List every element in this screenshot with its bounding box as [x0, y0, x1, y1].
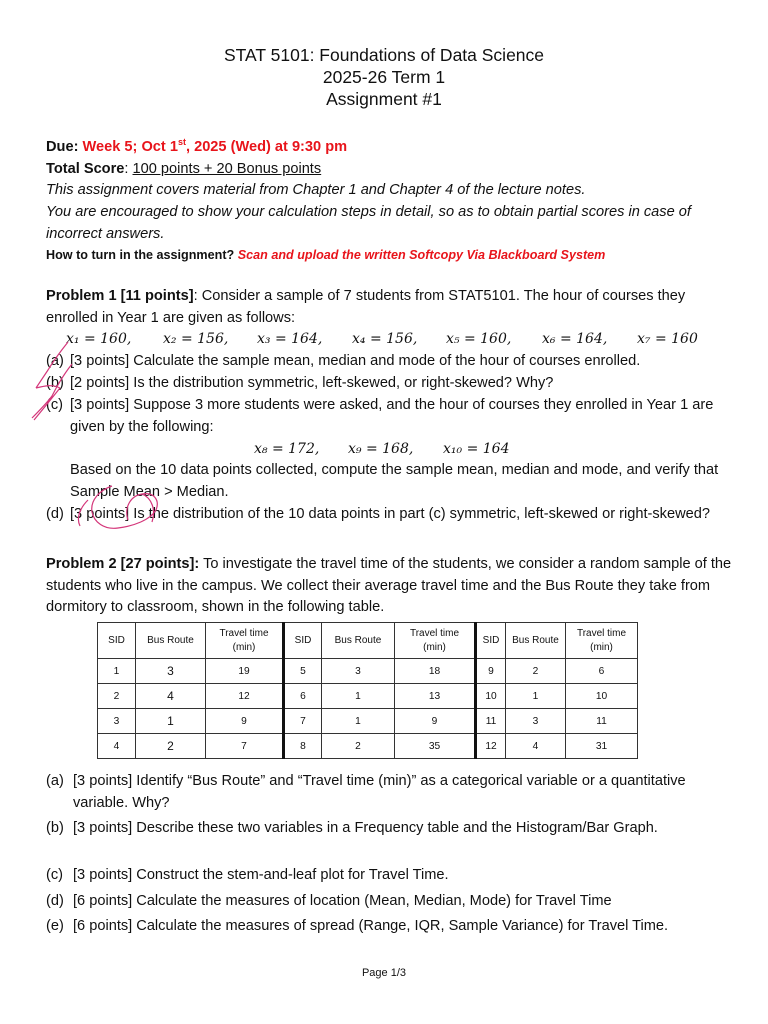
problem-2-part-e: (e) [6 points] Calculate the measures of spread (Range, IQR, Sample Variance) for Travel Time.	[46, 918, 669, 934]
encouragement-note: You are encouraged to show your calculation steps in detail, so as to obtain partial scores in case of incorrect answers.	[46, 203, 691, 242]
problem-1-title: Problem 1 [11 points]	[46, 288, 194, 304]
header-bus-route: Bus Route	[506, 623, 566, 659]
problem-1-part-a: (a) [3 points] Calculate the sample mean, median and mode of the hour of courses enrolled.	[46, 353, 641, 369]
score-label: Total Score	[46, 160, 125, 177]
problem-1-part-c-continued: Based on the 10 data points collected, compute the sample mean, median and mode, and verify that Sample Mean > Median.	[70, 462, 719, 500]
score-line: Total Score: 100 points + 20 Bonus points	[46, 160, 322, 177]
problem-1-values	[0, 331, 768, 351]
header-sid: SID	[284, 623, 322, 659]
due-date-sup: st	[177, 137, 186, 147]
value-x10: x₁₀ = 164	[443, 441, 510, 457]
value-x1: x₁ = 160,	[66, 331, 132, 347]
problem-2-title: Problem 2 [27 points]	[46, 556, 195, 572]
table-header-row	[98, 623, 638, 659]
header-travel-time: Travel time (min)	[206, 623, 284, 659]
value-x6: x₆ = 164,	[542, 331, 608, 347]
value-x2: x₂ = 156,	[163, 331, 229, 347]
score-value: 100 points + 20 Bonus points	[132, 160, 322, 177]
header-travel-time: Travel time (min)	[566, 623, 638, 659]
problem-2-part-a: (a) [3 points] Identify “Bus Route” and “Travel time (min)” as a categorical variable or a quantitative variable. Why?	[46, 773, 686, 811]
problem-2-part-d: (d) [6 points] Calculate the measures of location (Mean, Median, Mode) for Travel Time	[46, 893, 612, 909]
assignment-title: Assignment #1	[326, 89, 442, 109]
problem-1-extra-values	[0, 441, 768, 461]
term-label: 2025-26 Term 1	[322, 67, 446, 87]
value-x8: x₈ = 172,	[254, 441, 320, 457]
due-date: Week 5; Oct 1	[82, 138, 178, 155]
value-x3: x₃ = 164,	[257, 331, 323, 347]
table-row: 3 1 9 7 1 9 11 3 11	[98, 709, 638, 734]
table-row: 2 4 12 6 1 13 10 1 10	[98, 684, 638, 709]
table-row: 1 3 19 5 3 18 9 2 6	[98, 659, 638, 684]
header-sid: SID	[98, 623, 136, 659]
value-x9: x₉ = 168,	[348, 441, 414, 457]
problem-1-part-b: (b) [2 points] Is the distribution symmetric, left-skewed, or right-skewed? Why?	[46, 375, 554, 391]
document-header	[0, 44, 768, 110]
value-x4: x₄ = 156,	[352, 331, 418, 347]
header-sid: SID	[476, 623, 506, 659]
turnin-line	[46, 245, 732, 267]
value-x7: x₇ = 160	[637, 331, 698, 347]
header-bus-route: Bus Route	[322, 623, 395, 659]
assignment-info	[46, 132, 732, 267]
due-line	[46, 132, 732, 159]
problem-2-part-b: (b) [3 points] Describe these two variables in a Frequency table and the Histogram/Bar Graph.	[46, 820, 658, 836]
turnin-answer: Scan and upload the written Softcopy Via Blackboard System	[237, 248, 606, 263]
problem-2-intro: Problem 2 [27 points]: To investigate the travel time of the students, we consider a random sample of the students who live in the campus. We collect their average travel time and the Bus Route they take from dormitory to classroom, shown in the following table.	[46, 556, 732, 616]
table-row: 4 2 7 8 2 35 12 4 31	[98, 734, 638, 759]
due-label: Due:	[46, 138, 79, 155]
coverage-note: This assignment covers material from Chapter 1 and Chapter 4 of the lecture notes.	[46, 182, 586, 199]
problem-1-part-d: (d) [3 points] Is the distribution of the 10 data points in part (c) symmetric, left-skewed or right-skewed?	[46, 506, 710, 522]
value-x5: x₅ = 160,	[446, 331, 512, 347]
turnin-question: How to turn in the assignment?	[46, 248, 235, 263]
due-date-rest: , 2025 (Wed) at 9:30 pm	[185, 138, 348, 155]
problem-1-intro: Problem 1 [11 points]: Consider a sample of 7 students from STAT5101. The hour of courses they enrolled in Year 1 are given as follows:	[46, 288, 686, 326]
header-bus-route: Bus Route	[136, 623, 206, 659]
page-number: Page 1/3	[361, 967, 407, 979]
travel-time-table	[97, 622, 638, 759]
problem-2-part-c: (c) [3 points] Construct the stem-and-leaf plot for Travel Time.	[46, 867, 449, 883]
header-travel-time: Travel time (min)	[395, 623, 476, 659]
problem-1-part-c: (c) [3 points] Suppose 3 more students were asked, and the hour of courses they enrolled in Year 1 are given by the following:	[46, 397, 714, 435]
course-title: STAT 5101: Foundations of Data Science	[223, 45, 545, 65]
